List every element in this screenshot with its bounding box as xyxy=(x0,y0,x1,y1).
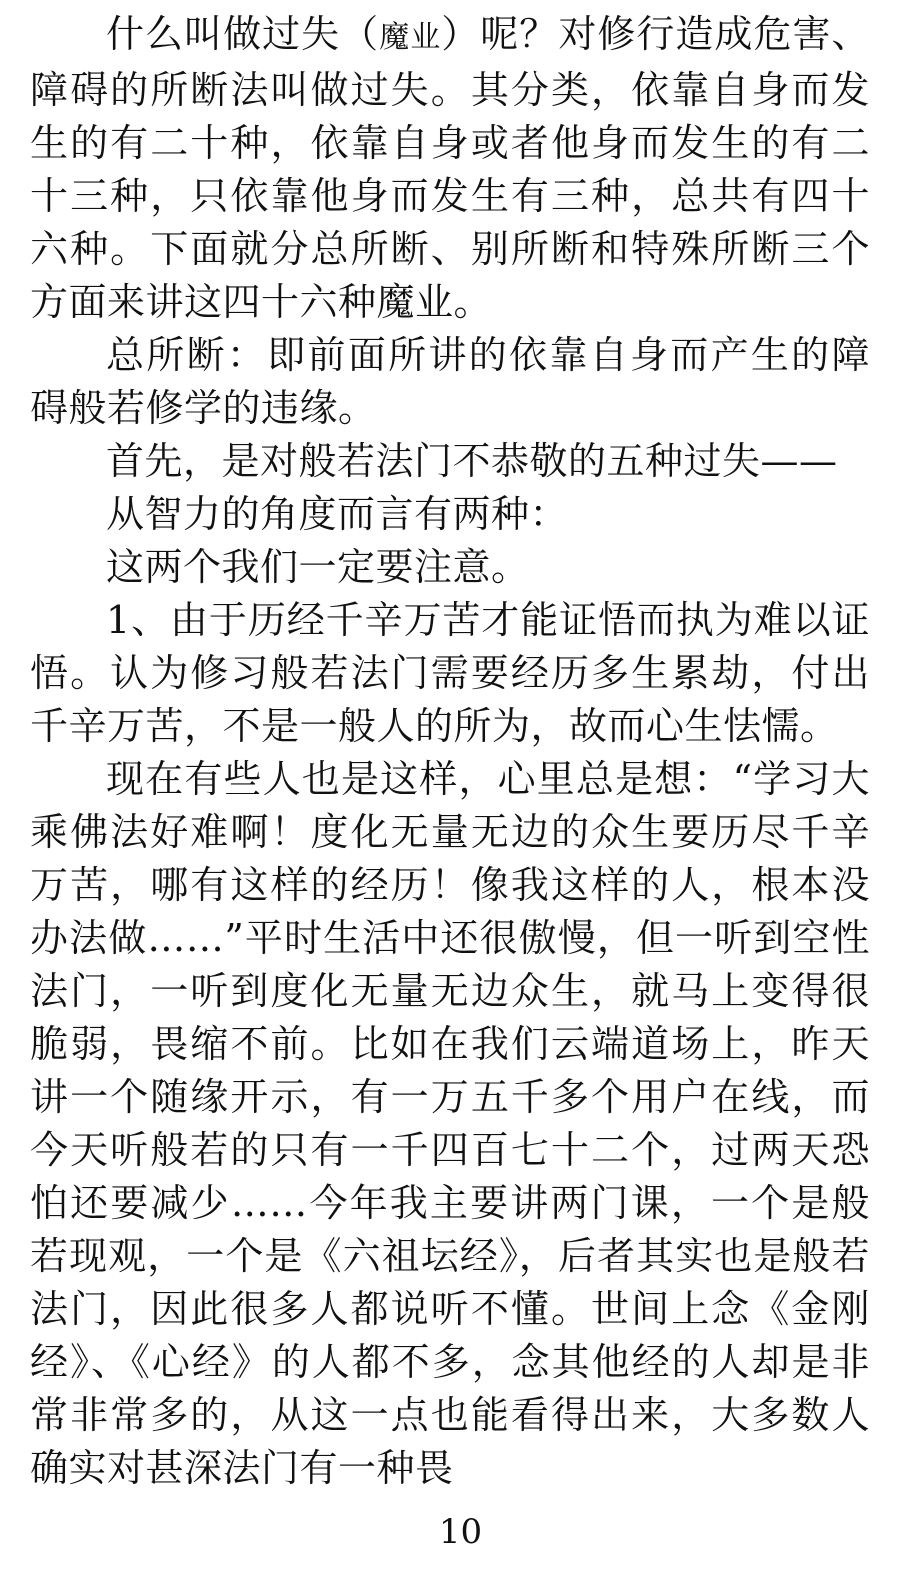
paragraph-general-abandonment: 总所断：即前面所讲的依靠自身而产生的障碍般若修学的违缘。 xyxy=(30,333,870,430)
page-number: 10 xyxy=(438,1512,483,1552)
document-body xyxy=(30,8,870,1495)
paragraph-attention-note: 这两个我们一定要注意。 xyxy=(106,545,530,589)
inline-small-note: 魔业 xyxy=(379,20,442,55)
paragraph-first-five-faults: 首先，是对般若法门不恭敬的五种过失—— xyxy=(106,439,838,483)
paragraph-two-kinds: 从智力的角度而言有两种： xyxy=(106,492,569,536)
paragraph-text-end: ）呢？对修行造成危害、障碍的所断法叫做过失。其分类，依靠自身而发生的有二十种，依靠自身或者他身而发生的有二十三种，只依靠他身而发生有三种，总共有四十六种。下面就分总所断、别所断和特殊所断三个方面来讲这四十六种魔业。 xyxy=(30,12,870,324)
paragraph-text-start: 什么叫做过失（ xyxy=(106,12,380,56)
paragraph-item-1: 1、由于历经千辛万苦才能证悟而执为难以证悟。认为修习般若法门需要经历多生累劫，付出千辛万苦，不是一般人的所为，故而心生怯懦。 xyxy=(30,598,870,748)
paragraph-what-is-fault xyxy=(30,8,870,329)
paragraph-commentary: 现在有些人也是这样，心里总是想：“学习大乘佛法好难啊！度化无量无边的众生要历尽千辛万苦，哪有这样的经历！像我这样的人，根本没办法做……”平时生活中还很傲慢，但一听到空性法门，一听到度化无量无边众生，就马上变得很脆弱，畏缩不前。比如在我们云端道场上，昨天讲一个随缘开示，有一万五千多个用户在线，而今天听般若的只有一千四百七十二个，过两天恐怕还要减少……今年我主要讲两门课，一个是般若现观，一个是《六祖坛经》，后者其实也是般若法门，因此很多人都说听不懂。世间上念《金刚经》、《心经》的人都不多，念其他经的人却是非常非常多的，从这一点也能看得出来，大多数人确实对甚深法门有一种畏 xyxy=(30,757,870,1490)
